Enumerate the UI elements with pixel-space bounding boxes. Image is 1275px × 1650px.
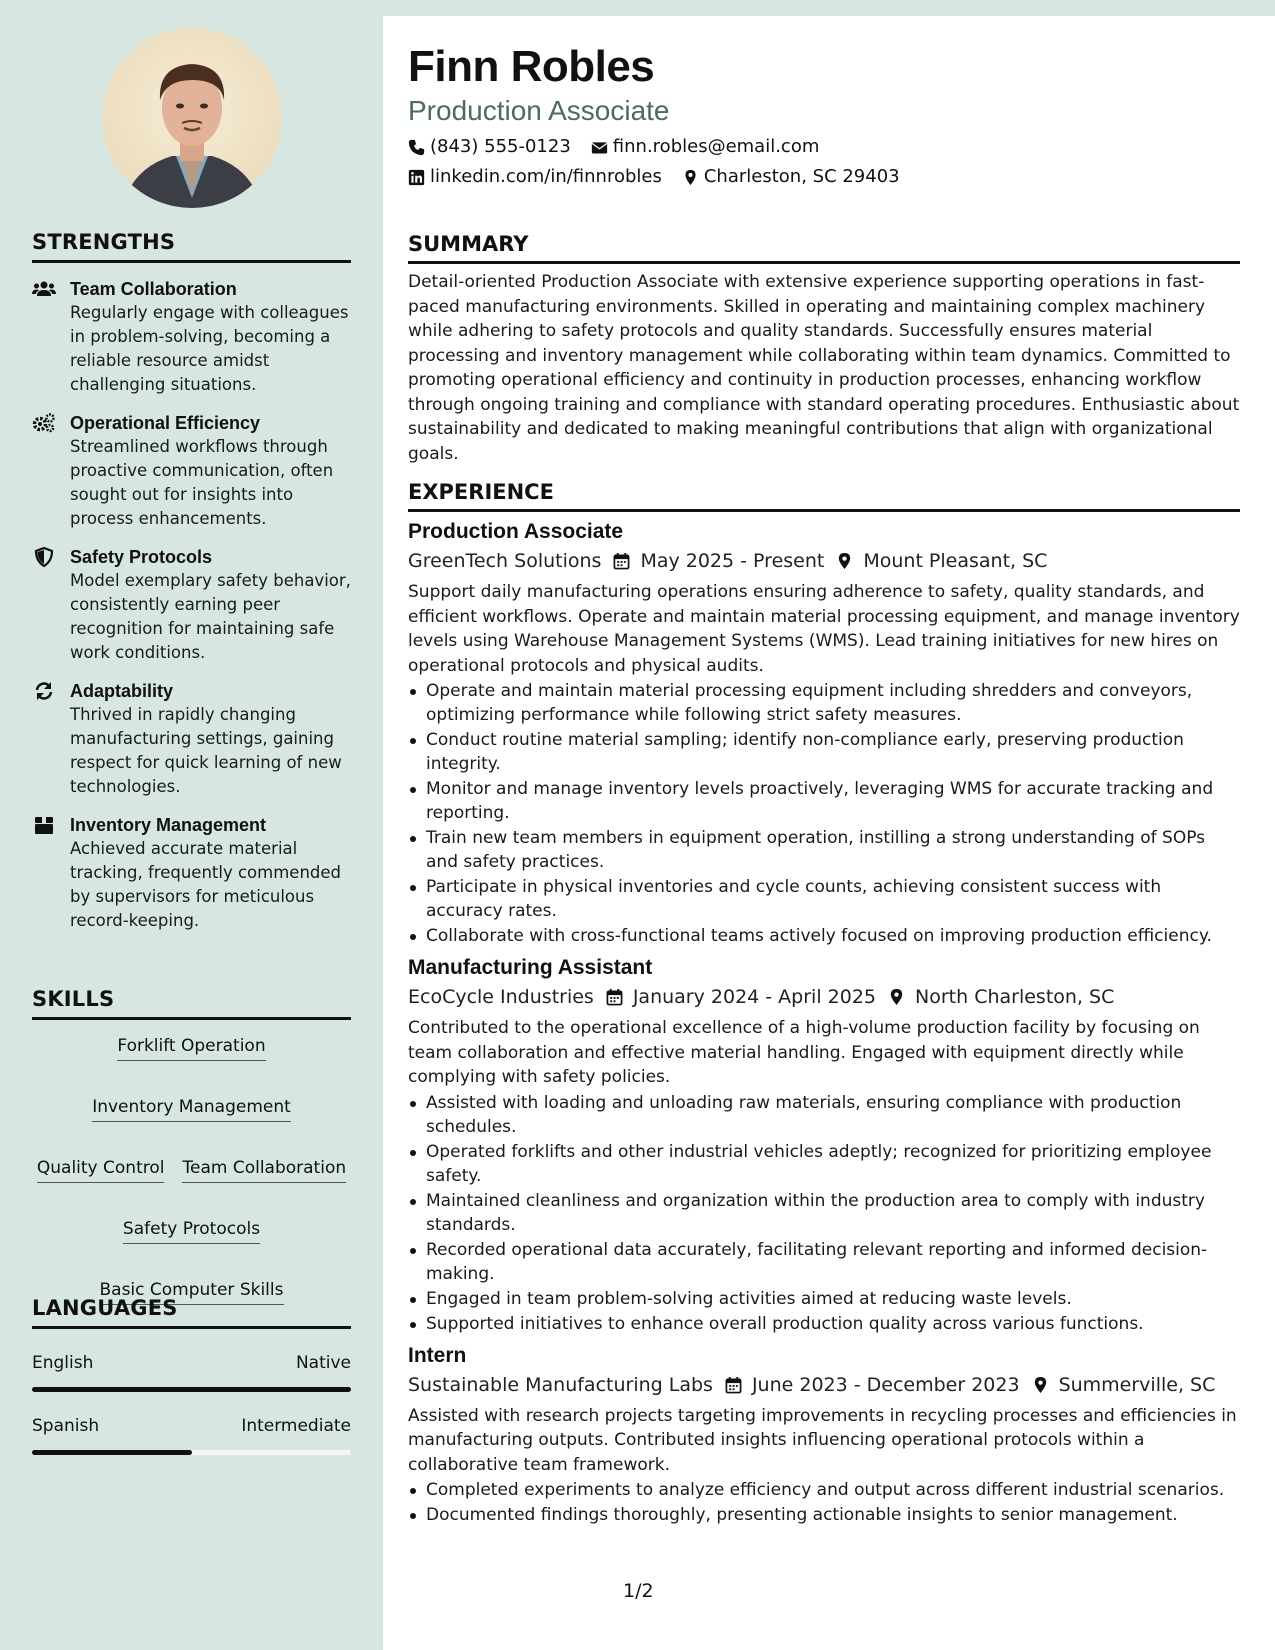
list-item: Operated forklifts and other industrial vehicles adeptly; recognized for prioritizing employee safety.	[408, 1140, 1240, 1188]
strength-description: Model exemplary safety behavior, consistently earning peer recognition for maintaining safe work conditions.	[70, 571, 351, 662]
box-icon	[32, 813, 70, 933]
strengths-heading: STRENGTHS	[32, 230, 351, 263]
job-bullets	[408, 679, 1240, 948]
job-description: Contributed to the operational excellence of a high-volume production facility by focusing on team collaboration and effective material handling. Engaged with equipment directly while complying with safety policies.	[408, 1018, 1200, 1087]
job-title: Manufacturing Assistant	[408, 956, 653, 979]
list-item: Collaborate with cross-functional teams actively focused on improving production efficiency.	[408, 924, 1240, 948]
list-item: Completed experiments to analyze efficiency and output across different industrial scenarios.	[408, 1478, 1240, 1502]
strength-item	[32, 813, 351, 933]
list-item: Maintained cleanliness and organization within the production area to comply with industry standards.	[408, 1189, 1240, 1237]
company-name: EcoCycle Industries	[408, 986, 594, 1008]
skills-list	[32, 1034, 351, 1305]
company-name: Sustainable Manufacturing Labs	[408, 1373, 713, 1396]
list-item: Participate in physical inventories and cycle counts, achieving consistent success with accuracy rates.	[408, 875, 1240, 923]
page-number: 1/2	[623, 1580, 654, 1602]
list-item: Supported initiatives to enhance overall production quality across various functions.	[408, 1312, 1240, 1336]
map-pin-icon	[682, 169, 699, 186]
strength-title: Adaptability	[70, 681, 174, 701]
map-pin-icon	[1032, 1376, 1049, 1394]
skill-tag: Quality Control	[37, 1156, 165, 1183]
skills-section	[32, 987, 351, 1305]
linkedin-icon	[408, 169, 425, 186]
experience-section	[408, 480, 1240, 1527]
strength-item	[32, 277, 351, 397]
email-icon	[591, 139, 608, 156]
job-bullets	[408, 1091, 1240, 1336]
company-name: GreenTech Solutions	[408, 550, 602, 572]
skill-tag: Forklift Operation	[117, 1034, 265, 1061]
map-pin-icon	[836, 552, 853, 570]
list-item: Recorded operational data accurately, facilitating relevant reporting and informed decision-making.	[408, 1238, 1240, 1286]
language-proficiency-bar	[32, 1387, 351, 1392]
strength-description: Achieved accurate material tracking, frequently commended by supervisors for meticulous record-keeping.	[70, 839, 342, 930]
job-location: North Charleston, SC	[915, 986, 1115, 1008]
sidebar	[0, 0, 383, 1650]
job-description: Support daily manufacturing operations ensuring adherence to safety, quality standards, and efficient workflows. Operate and maintain material processing equipment, and manage inventory levels using Warehouse Management Systems (WMS). Lead training initiatives for new hires on operational protocols and physical audits.	[408, 582, 1240, 676]
language-proficiency-fill	[32, 1387, 351, 1392]
gears-icon	[32, 411, 70, 531]
language-item	[32, 1416, 351, 1455]
list-item: Operate and maintain material processing equipment including shredders and conveyors, optimizing performance while following strict safety measures.	[408, 679, 1240, 727]
job-entry	[408, 518, 1240, 948]
summary-section	[408, 232, 1240, 466]
language-name: English	[32, 1353, 94, 1373]
skill-tag: Safety Protocols	[123, 1217, 260, 1244]
language-level: Intermediate	[241, 1416, 351, 1436]
strength-item	[32, 411, 351, 531]
language-proficiency-fill	[32, 1450, 192, 1455]
map-pin-icon	[888, 988, 905, 1006]
calendar-icon	[606, 988, 623, 1006]
strength-description: Regularly engage with colleagues in problem-solving, becoming a reliable resource amidst challenging situations.	[70, 303, 349, 394]
skill-tag: Inventory Management	[92, 1095, 291, 1122]
location: Charleston, SC 29403	[703, 166, 900, 187]
list-item: Conduct routine material sampling; identify non-compliance early, preserving production integrity.	[408, 728, 1240, 776]
calendar-icon	[613, 552, 630, 570]
strength-title: Team Collaboration	[70, 279, 237, 299]
list-item: Monitor and manage inventory levels proactively, leveraging WMS for accurate tracking and reporting.	[408, 777, 1240, 825]
job-entry	[408, 954, 1240, 1336]
summary-text: Detail-oriented Production Associate with extensive experience supporting operations in fast-paced manufacturing environments. Skilled in operating and maintaining complex machinery while adhering to safety protocols and quality standards. Successfully ensures material processing and inventory management while collaborating within team dynamics. Committed to promoting operational efficiency and continuity in production processes, enhancing workflow through ongoing training and compliance with standard operating procedures. Enthusiastic about sustainability and dedicated to making meaningful contributions that align with organizational goals.	[408, 272, 1240, 464]
candidate-name: Finn Robles	[408, 42, 655, 91]
linkedin-url: linkedin.com/in/finnrobles	[430, 166, 662, 187]
job-dates: June 2023 - December 2023	[751, 1373, 1020, 1396]
skills-heading: SKILLS	[32, 987, 351, 1020]
skill-tag: Basic Computer Skills	[100, 1278, 284, 1305]
phone-number: (843) 555-0123	[430, 136, 571, 157]
strength-item	[32, 545, 351, 665]
main-content	[383, 16, 1275, 1650]
language-name: Spanish	[32, 1416, 100, 1436]
profile-photo	[102, 28, 282, 208]
contact-info	[408, 132, 1240, 192]
list-item: Assisted with loading and unloading raw materials, ensuring compliance with production schedules.	[408, 1091, 1240, 1139]
phone-icon	[408, 139, 425, 156]
strength-title: Inventory Management	[70, 815, 267, 835]
calendar-icon	[725, 1376, 742, 1394]
language-level: Native	[295, 1353, 351, 1373]
email-address: finn.robles@email.com	[612, 136, 820, 157]
languages-heading: LANGUAGES	[32, 1296, 351, 1329]
strength-item	[32, 679, 351, 799]
sync-icon	[32, 679, 70, 799]
job-location: Summerville, SC	[1058, 1373, 1216, 1396]
summary-heading: SUMMARY	[408, 232, 1240, 264]
job-description: Assisted with research projects targeting improvements in recycling processes and efficiencies in manufacturing outputs. Contributed insights influencing operational protocols within a collaborative team framework.	[408, 1405, 1237, 1475]
language-proficiency-bar	[32, 1450, 351, 1455]
strength-description: Thrived in rapidly changing manufacturing settings, gaining respect for quick learning of new technologies.	[70, 705, 342, 796]
profile-photo-image	[102, 28, 282, 208]
job-dates: January 2024 - April 2025	[632, 986, 877, 1008]
language-item	[32, 1353, 351, 1392]
skill-tag: Team Collaboration	[182, 1156, 346, 1183]
strength-title: Safety Protocols	[70, 547, 213, 567]
users-icon	[32, 277, 70, 397]
job-title: Production Associate	[408, 520, 624, 543]
job-location: Mount Pleasant, SC	[863, 550, 1048, 572]
job-title: Intern	[408, 1343, 467, 1367]
strengths-section	[32, 230, 351, 933]
strength-description: Streamlined workflows through proactive communication, often sought out for insights into process enhancements.	[70, 437, 334, 528]
job-entry	[408, 1342, 1240, 1528]
job-dates: May 2025 - Present	[640, 550, 825, 572]
experience-heading: EXPERIENCE	[408, 480, 1240, 512]
list-item: Train new team members in equipment operation, instilling a strong understanding of SOPs and safety practices.	[408, 826, 1240, 874]
strength-title: Operational Efficiency	[70, 413, 261, 433]
shield-icon	[32, 545, 70, 665]
candidate-title: Production Associate	[408, 95, 670, 126]
languages-section	[32, 1296, 351, 1455]
list-item: Documented findings thoroughly, presenting actionable insights to senior management.	[408, 1503, 1240, 1527]
list-item: Engaged in team problem-solving activities aimed at reducing waste levels.	[408, 1287, 1240, 1311]
job-bullets	[408, 1478, 1240, 1527]
